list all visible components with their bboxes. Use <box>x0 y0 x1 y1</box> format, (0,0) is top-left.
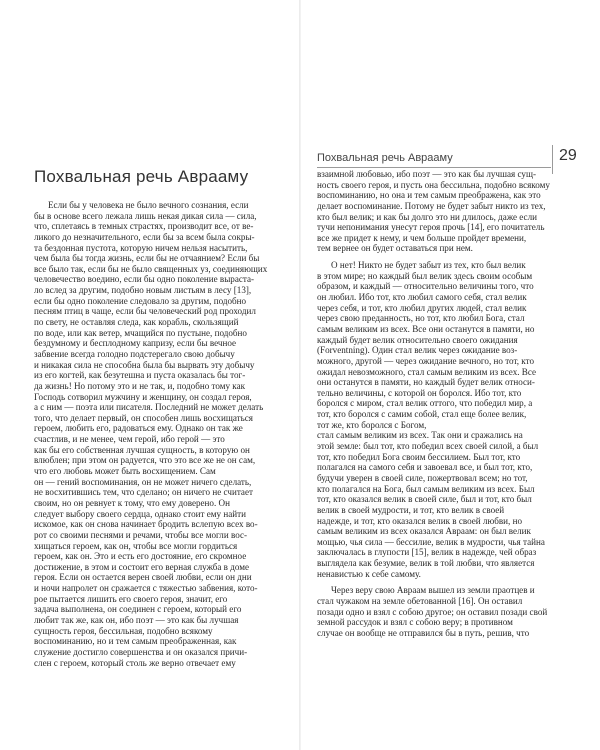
text-line: тем вернее он будет оставаться при нем. <box>317 243 473 254</box>
text-line: Через веру свою Авраам вышел из земли праотцев и <box>331 585 535 596</box>
text-line: бездумному и бесплодному капризу, если бы вечное <box>34 338 237 349</box>
text-line: будучи уверен в своей силе, пожертвовал всем; но тот, <box>317 472 528 483</box>
text-line: тельно величины, с которой он боролся. Ибо тот, кто <box>317 387 522 398</box>
text-line: забвение всегда голодно подстерегало свою добычу <box>34 348 235 359</box>
text-line: того, что делает первый, он способен лишь восхищаться <box>34 412 253 423</box>
text-line: что его любовь может быть восхищением. Сам <box>34 466 216 477</box>
text-line: земной рассудок и взял с собою веру; в противном <box>317 617 513 628</box>
text-line: он любил. Ибо тот, кто любил самого себя, стал велик <box>317 292 527 303</box>
text-line: тучи непонимания унесут героя прочь [14], его почитатель <box>317 222 545 233</box>
text-line: можного, другой — через ожидание вечного, но тот, кто <box>317 355 535 366</box>
text-line: хищаться героем, как он, чтобы все могли гордиться <box>34 540 238 551</box>
text-line: О нет! Никто не будет забыт из тех, кто был велик <box>331 260 526 271</box>
text-line: в этом мире; но каждый был велик здесь своим особым <box>317 270 533 281</box>
text-line: что, сплетаясь в темных страстях, производит все, от ве- <box>34 221 254 232</box>
text-line: кто был велик; и как бы долго это ни длилось, даже если <box>317 211 537 222</box>
text-line: счастлив, и не менее, чем герой, ибо герой — это <box>34 434 225 445</box>
text-line: стал самым великим из всех. Так они и сражались на <box>317 430 523 441</box>
text-line: слен с героем, который столь же верно отвечает ему <box>34 657 236 668</box>
text-line: все было так, если бы не было священных уз, соединяющих <box>34 263 268 274</box>
text-line: этой земле: был тот, кто победил всех своей силой, а был <box>317 441 539 452</box>
page-number: 29 <box>559 147 577 164</box>
running-head: Похвальная речь Аврааму <box>317 152 453 164</box>
text-line: героя. Если он остается верен своей любви, если он дни <box>34 572 252 583</box>
text-line: ожидал невозможного, стал самым великим из всех. Все <box>317 366 537 377</box>
right-page-text <box>317 169 551 639</box>
text-line: и никакая сила не способна была бы вырвать эту добычу <box>34 359 255 370</box>
text-line: ненавистью к себе самому. <box>317 568 421 579</box>
left-page-text <box>34 200 284 668</box>
text-line: влюблен; при этом он радуется, что это все же не он сам, <box>34 455 256 466</box>
text-line: по воде, или как ветер, мчащийся по пустыне, подобно <box>34 327 247 338</box>
text-line: рое пытается лишить его своего героя, значит, его <box>34 593 228 604</box>
text-line: полагался на самого себя и завоевал все, и был тот, кто, <box>317 462 533 473</box>
text-line: как бы его собственная лучшая сущность, в которую он <box>34 444 250 455</box>
text-line: следует выбору своего сердца, однако стоит ему найти <box>34 508 246 519</box>
text-line: сущность героя, бессильная, подобно всякому <box>34 625 213 636</box>
text-line: ность своего героя, и пусть она бессильна, подобно всякому <box>317 179 550 190</box>
right-page <box>301 0 600 750</box>
text-line: тот, кто боролся с самим собой, стал еще более велик, <box>317 409 527 420</box>
text-line: да жизнь! Но потому это и не так, и, подобно тому как <box>34 380 246 391</box>
text-line: через свою преданность, но тот, кто любил Бога, стал <box>317 313 525 324</box>
text-line: если бы одно поколение следовало за другим, подобно <box>34 295 247 306</box>
text-line: любит так же, как он, ибо поэт — это как бы лучшая <box>34 614 239 625</box>
header-rule <box>317 167 551 168</box>
text-line: не восхитившись тем, что сделано; он ничего не считает <box>34 487 253 498</box>
header-vertical-rule <box>552 145 553 174</box>
text-line: кто полагался на Бога, был самым великим из всех. Был <box>317 483 535 494</box>
text-line: ло вслед за другим, подобно новым листьям в лесу [13], <box>34 285 252 296</box>
text-line: а с ним — поэта или писателя. Последний не может делать <box>34 402 264 413</box>
text-line: служение достигло совершенства и он оказался причи- <box>34 646 248 657</box>
text-line: достижение, в этом и состоит его верная служба в доме <box>34 561 250 572</box>
text-line: героем, как он. Это и есть его достояние, его скромное <box>34 551 247 562</box>
text-line: надежде, и тот, кто оказался велик в своей любви, но <box>317 515 523 526</box>
text-line: бы в основе всего лежала лишь некая дикая сила — сила, <box>34 210 257 221</box>
text-line: заключалась в глупости [15], велик в надежде, чей образ <box>317 547 537 558</box>
text-line: стал чужаком на земле обетованной [16]. Он оставил <box>317 595 523 606</box>
text-line: самым великим из всех. Все они останутся в памяти, но <box>317 323 535 334</box>
chapter-title: Похвальная речь Аврааму <box>34 167 249 186</box>
text-line: делает воспоминание. Потому не будет забыт никто из тех, <box>317 200 546 211</box>
text-line: самым великим из всех оказался Авраам: он был велик <box>317 526 531 537</box>
text-line: Господь сотворил мужчину и женщину, он создал героя, <box>34 391 252 402</box>
text-line: через себя, и тот, кто любил других людей, стал велик <box>317 302 527 313</box>
text-line: рот со своими песнями и речами, чтобы все могли вос- <box>34 529 248 540</box>
text-line: песням птиц в чаще, если бы человеческий род проходил <box>34 306 256 317</box>
text-line: героем, любить его, радоваться ему. Однако он так же <box>34 423 243 434</box>
text-line: все же придет к нему, и чем больше пройдет времени, <box>317 232 527 243</box>
text-line: выглядела как безумие, велик в той любви, что является <box>317 558 535 569</box>
text-line: велик в своей мудрости, и тот, кто велик в своей <box>317 504 505 515</box>
text-line: (Forventning). Один стал велик через ожидание воз- <box>317 345 518 356</box>
text-line: он — гений воспоминания, он не может ничего сделать, <box>34 476 252 487</box>
text-line: взаимной любовью, ибо поэт — это как бы лучшая сущ- <box>317 169 536 179</box>
text-line: искомое, как он снова начинает бродить вслепую всех во- <box>34 519 258 530</box>
text-line: каждый будет велик относительно своего ожидания <box>317 334 518 345</box>
text-line: чем была бы тогда жизнь, если бы не отчаянием? Если бы <box>34 253 260 264</box>
text-line: та бездонная пустота, которую ничем нельзя насытить, <box>34 242 248 253</box>
text-line: образом, и каждый — относительно величины того, что <box>317 281 534 292</box>
text-line: из его когтей, как безутешна и пуста оказалась бы тог- <box>34 370 246 381</box>
text-line: и ночи напролет он сражается с тяжестью забвения, кото- <box>34 583 258 594</box>
text-line: воспоминанию, но и тем самым преображенная, как <box>34 636 237 647</box>
text-line: своим, но он ревнует к тому, что ему доверено. Он <box>34 497 230 508</box>
text-line: тот, кто оказался велик в своей силе, был и тот, кто был <box>317 494 532 505</box>
text-line: человечество воедино, если бы одно поколение выраста- <box>34 274 255 285</box>
text-line: мощью, чья сила — бессилие, велик в мудрости, чья тайна <box>317 536 545 547</box>
text-line: по свету, не оставляя следа, как корабль, скользящий <box>34 317 239 328</box>
text-line: случае он вообще не отправился бы в путь, решив, что <box>317 627 530 638</box>
text-line: тот же, кто боролся с Богом, <box>317 419 427 430</box>
left-page <box>0 0 298 750</box>
text-line: задача выполнена, он соединен с героем, который его <box>34 604 242 615</box>
text-line: Если бы у человека не было вечного сознания, если <box>48 200 249 210</box>
text-line: ликого до незначительного, если бы за всем была сокры- <box>34 231 255 242</box>
text-line: позади одно и взял с собою другое; он оставил позади свой <box>317 606 548 617</box>
text-line: боролся с миром, стал велик оттого, что победил мир, а <box>317 398 533 409</box>
text-line: тот, кто победил Бога своим бессилием. Был тот, кто <box>317 451 521 462</box>
text-line: они останутся в памяти, но каждый будет велик относи- <box>317 377 535 388</box>
text-line: воспоминанию, но она и тем самым преображена, как это <box>317 190 541 201</box>
